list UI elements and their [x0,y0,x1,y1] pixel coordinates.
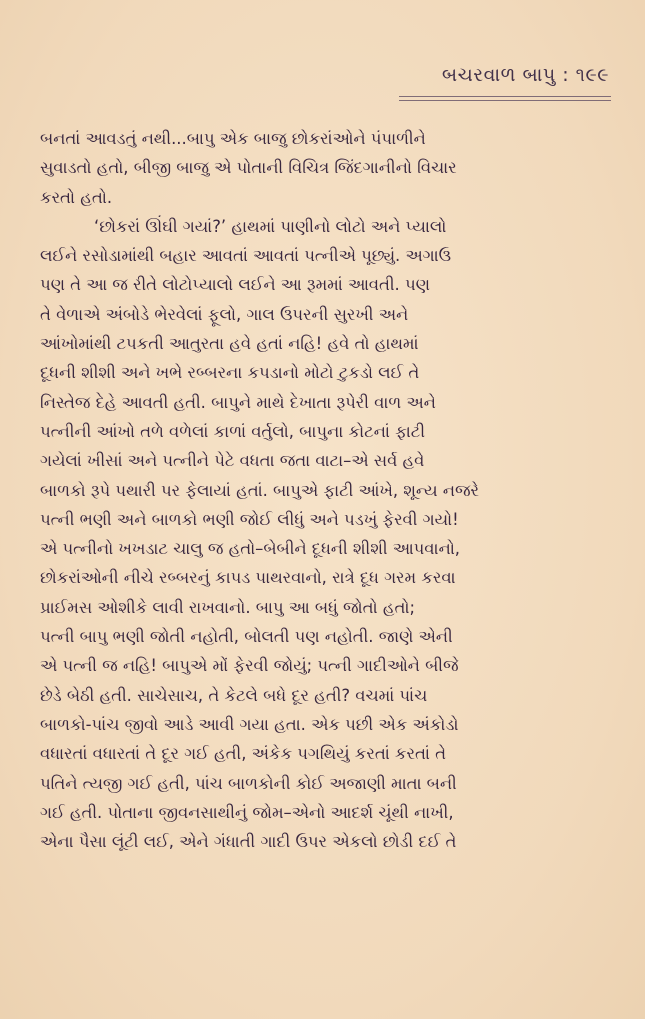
text-line: આંખોમાંથી ટપકતી આતુરતા હવે હતાં નહિ! હવે તો હાથમાં [40,334,419,354]
text-line: બાળકો-પાંચ જીવો આડે આવી ગયા હતા. એક પછી એક અંકોડો [40,714,459,734]
text-line: નિસ્તેજ દેહે આવતી હતી. બાપુને માથે દેખાતા રૂપેરી વાળ અને [40,392,436,412]
text-line: પ્રાઈમસ ઓશીકે લાવી રાખવાનો. બાપુ આ બધું જોતો હતો; [40,597,415,617]
paragraph-start-line: ‘છોકરાં ઊંઘી ગયાં?’ હાથમાં પાણીનો લોટો અને પ્યાલો [94,216,447,236]
text-line: એ પત્નીનો ખખડાટ ચાલુ જ હતો–બેબીને દૂધની શીશી આપવાનો, [40,539,461,559]
text-line: વધારતાં વધારતાં તે દૂર ગઈ હતી, અંકેક પગથિયું કરતાં કરતાં તે [40,744,446,764]
text-line: તે વેળાએ અંબોડે ભેરવેલાં ફૂલો, ગાલ ઉપરની સુરખી અને [40,304,409,324]
text-line: સુવાડતો હતો, બીજી બાજુ એ પોતાની વિચિત્ર જિંદગાનીનો વિચાર [40,158,457,178]
text-line: ગઈ હતી. પોતાના જીવનસાથીનું જોમ–એનો આદર્શ ચૂંથી નાખી, [40,802,454,822]
text-line: કરતો હતો. [40,187,113,207]
text-line: પણ તે આ જ રીતે લોટોપ્યાલો લઈને આ રૂમમાં આવતી. પણ [40,275,430,295]
text-line: પત્ની બાપુ ભણી જોતી નહોતી, બોલતી પણ નહોતી. જાણે એની [40,627,453,647]
text-line: પત્ની ભણી અને બાળકો ભણી જોઈ લીધું અને પડખું ફેરવી ગયો! [40,509,459,529]
text-line: એ પત્ની જ નહિ! બાપુએ મોં ફેરવી જોયું; પત્ની ગાદીઓને બીજે [40,656,459,676]
text-line: એના પૈસા લૂંટી લઈ, એને ગંધાતી ગાદી ઉપર એકલો છોડી દઈ તે [40,832,457,852]
page-body [40,124,610,856]
text-line: છેડે બેઠી હતી. સાચેસાચ, તે કેટલે બધે દૂર હતી? વચમાં પાંચ [40,685,428,705]
text-line: પતિને ત્યજી ગઈ હતી, પાંચ બાળકોની કોઈ અજાણી માતા બની [40,773,457,793]
text-line: દૂધની શીશી અને ખભે રબ્બરના કપડાનો મોટો ટુકડો લઈ તે [40,363,420,383]
text-line: બનતાં આવડતું નથી...બાપુ એક બાજુ છોકરાંઓને પંપાળીને [40,129,426,148]
text-line: ગયેલાં ખીસાં અને પત્નીને પેટે વધતા જતા વાટા–એ સર્વ હવે [40,451,425,471]
text-line: પત્નીની આંખો તળે વળેલાં કાળાં વર્તુલો, બાપુના કોટનાં ફાટી [40,421,426,441]
running-header: બચરવાળ બાપુ : ૧૯૯ [441,64,609,86]
header-underline [399,96,611,101]
text-line: બાળકો રૂપે પથારી પર ફેલાયાં હતાં. બાપુએ ફાટી આંખે, શૂન્ય નજરે [40,480,479,500]
text-line: લઈને રસોડામાંથી બહાર આવતાં આવતાં પત્નીએ પૂછ્યું. અગાઉ [40,246,452,266]
text-line: છોકરાંઓની નીચે રબ્બરનું કાપડ પાથરવાનો, રાત્રે દૂધ ગરમ કરવા [40,568,456,588]
